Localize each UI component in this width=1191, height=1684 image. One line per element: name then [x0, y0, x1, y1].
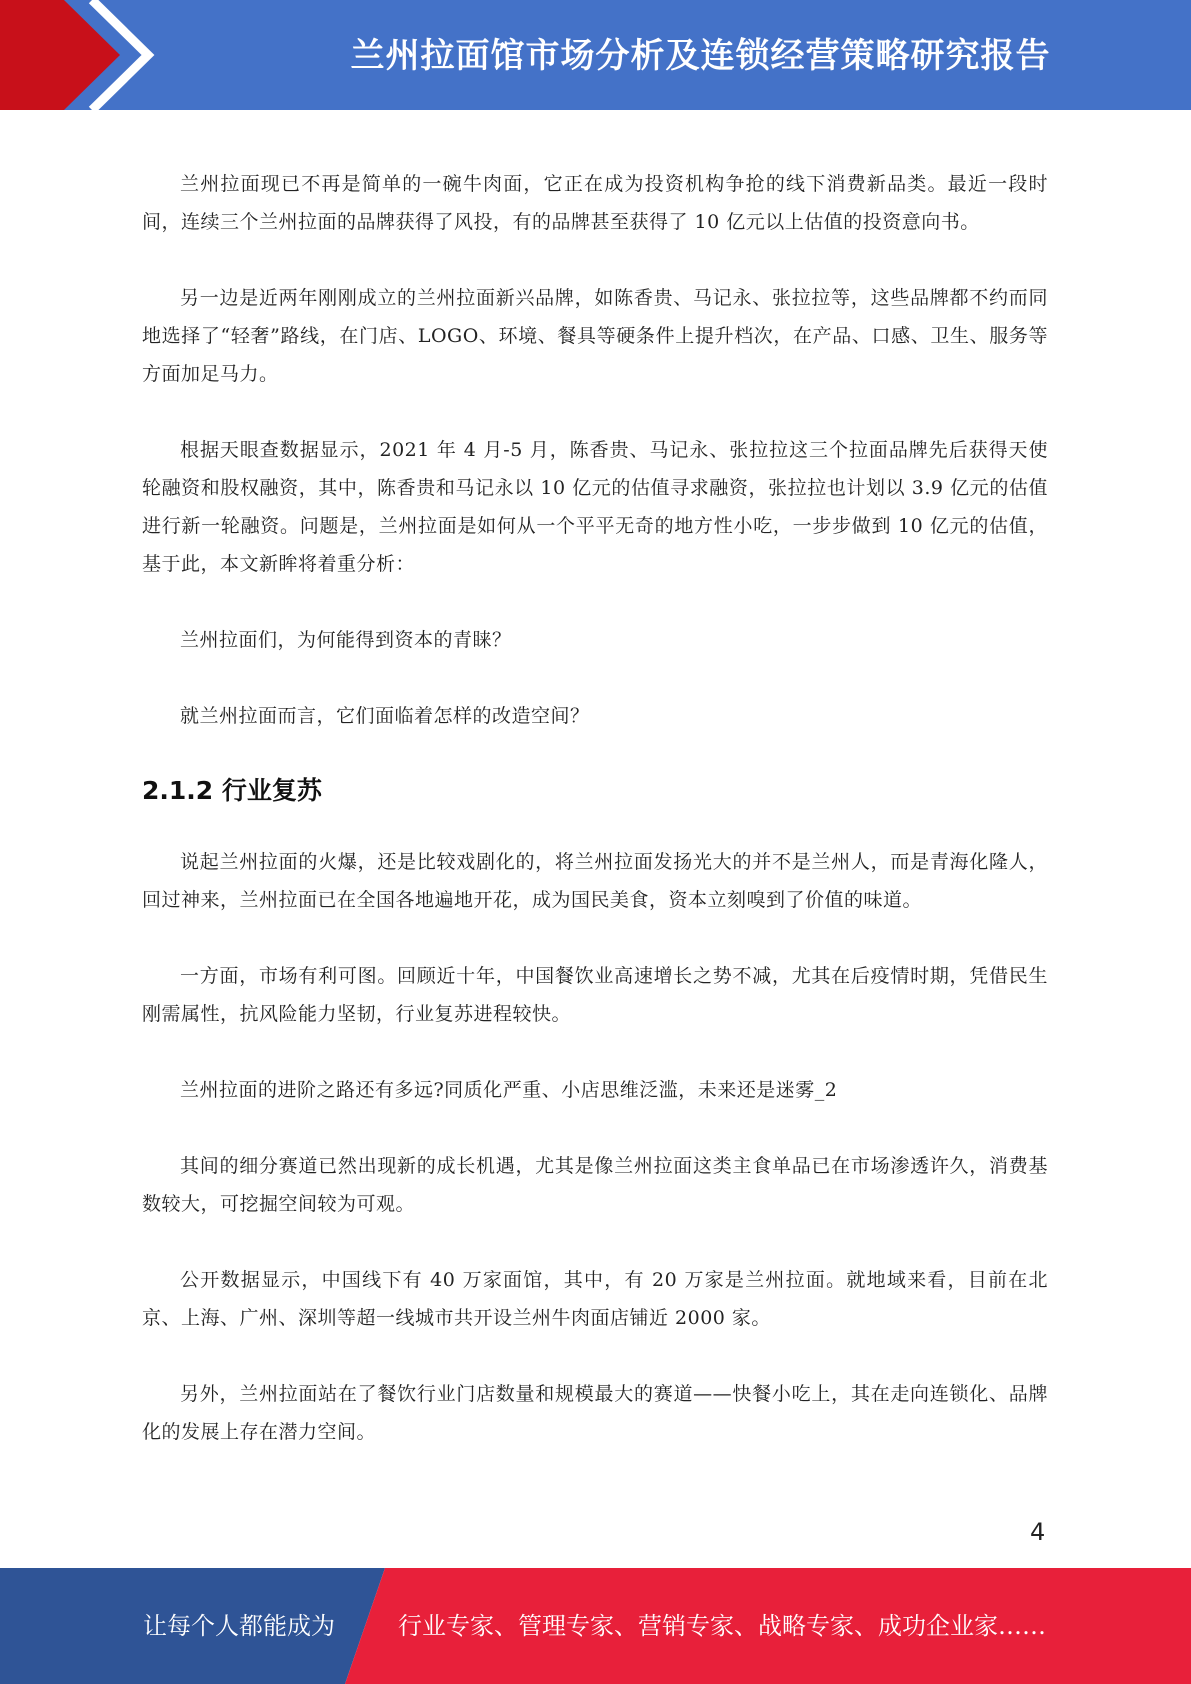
document-body: [142, 165, 1048, 1489]
footer-bar: [0, 1568, 1191, 1684]
paragraph: 另一边是近两年刚刚成立的兰州拉面新兴品牌，如陈香贵、马记永、张拉拉等，这些品牌都不约而同地选择了“轻奢”路线，在门店、LOGO、环境、餐具等硬条件上提升档次，在产品、口感、卫生、服务等方面加足马力。: [142, 287, 1048, 385]
paragraph: 兰州拉面的进阶之路还有多远?同质化严重、小店思维泛滥，未来还是迷雾_2: [180, 1079, 838, 1101]
paragraph: 说起兰州拉面的火爆，还是比较戏剧化的，将兰州拉面发扬光大的并不是兰州人，而是青海化隆人，回过神来，兰州拉面已在全国各地遍地开花，成为国民美食，资本立刻嗅到了价值的味道。: [142, 851, 1048, 911]
page-number: 4: [1030, 1518, 1046, 1546]
paragraph: 其间的细分赛道已然出现新的成长机遇，尤其是像兰州拉面这类主食单品已在市场渗透许久，消费基数较大，可挖掘空间较为可观。: [142, 1155, 1048, 1215]
paragraph: 另外，兰州拉面站在了餐饮行业门店数量和规模最大的赛道——快餐小吃上，其在走向连锁化、品牌化的发展上存在潜力空间。: [142, 1383, 1048, 1443]
section-heading: 2.1.2 行业复苏: [142, 776, 322, 805]
paragraph: 根据天眼查数据显示，2021 年 4 月-5 月，陈香贵、马记永、张拉拉这三个拉面品牌先后获得天使轮融资和股权融资，其中，陈香贵和马记永以 10 亿元的估值寻求融资，张拉拉也计划以 3.9 亿元的估值进行新一轮融资。问题是，兰州拉面是如何从一个平平无奇的地方性小吃，一步步做到 10 亿元的估值，基于此，本文新眸将着重分析：: [142, 439, 1048, 575]
paragraph: 一方面，市场有利可图。回顾近十年，中国餐饮业高速增长之势不减，尤其在后疫情时期，凭借民生刚需属性，抗风险能力坚韧，行业复苏进程较快。: [142, 965, 1048, 1025]
paragraph: 兰州拉面们，为何能得到资本的青睐？: [180, 629, 512, 651]
header-bar: [0, 0, 1191, 110]
report-title: 兰州拉面馆市场分析及连锁经营策略研究报告: [350, 35, 1051, 76]
paragraph: 就兰州拉面而言，它们面临着怎样的改造空间？: [180, 705, 590, 727]
footer-slogan-right: 行业专家、管理专家、营销专家、战略专家、成功企业家……: [398, 1612, 1046, 1640]
footer-slogan-left: 让每个人都能成为: [143, 1612, 335, 1640]
paragraph: 兰州拉面现已不再是简单的一碗牛肉面，它正在成为投资机构争抢的线下消费新品类。最近一段时间，连续三个兰州拉面的品牌获得了风投，有的品牌甚至获得了 10 亿元以上估值的投资意向书。: [142, 173, 1048, 233]
paragraph: 公开数据显示，中国线下有 40 万家面馆，其中，有 20 万家是兰州拉面。就地域来看，目前在北京、上海、广州、深圳等超一线城市共开设兰州牛肉面店铺近 2000 家。: [142, 1269, 1048, 1329]
